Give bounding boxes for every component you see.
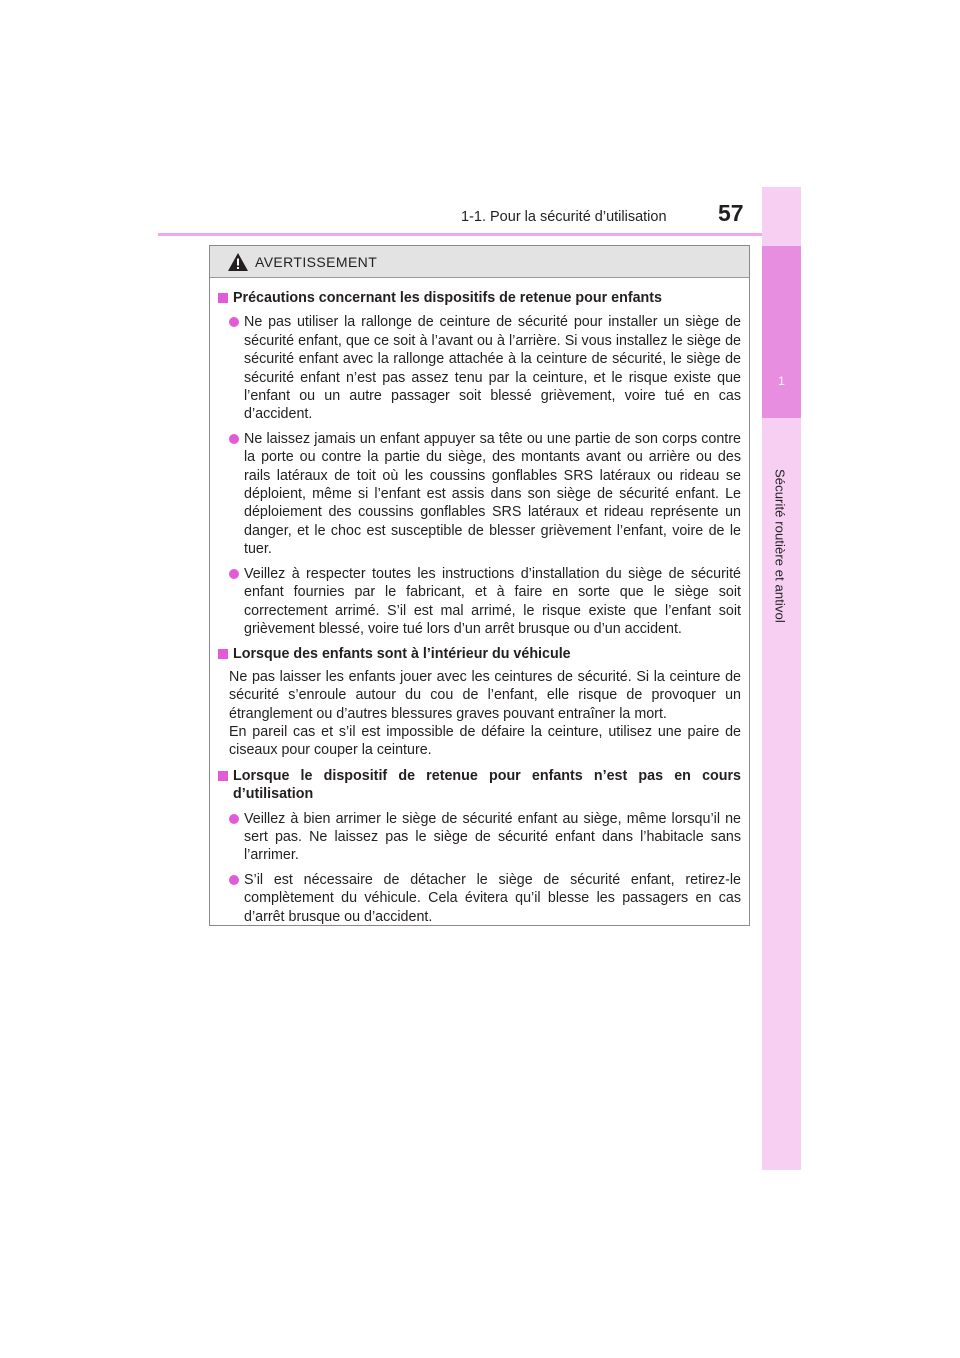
square-bullet-icon	[218, 771, 228, 781]
warning-box	[209, 245, 750, 926]
square-bullet-icon	[218, 649, 228, 659]
list-item: Ne laissez jamais un enfant appuyer sa tête ou une partie de son corps contre la porte ou contre la partie du siège, des montants avant ou arrière ou des rails latéraux de toit où les coussins gonflables SRS latéraux ou rideau se déploient, même si l’enfant est assis dans son siège de sécurité enfant. Le déploiement des coussins gonflables SRS latéraux et rideau représente un danger, et le choc est susceptible de blesser grièvement l’enfant, voire de le tuer.	[218, 430, 741, 559]
circle-bullet-icon	[229, 875, 239, 885]
section-heading: Précautions concernant les dispositifs de retenue pour enfants	[218, 289, 741, 307]
section-heading: Lorsque des enfants sont à l’intérieur du véhicule	[218, 645, 741, 663]
paragraph: En pareil cas et s’il est impossible de défaire la ceinture, utilisez une paire de ciseaux pour couper la ceinture.	[229, 723, 741, 759]
page-number: 57	[718, 200, 744, 226]
chapter-number: 1	[778, 374, 785, 388]
circle-bullet-icon	[229, 434, 239, 444]
circle-bullet-icon	[229, 569, 239, 579]
circle-bullet-icon	[229, 317, 239, 327]
chapter-tab-marker	[762, 246, 801, 418]
square-bullet-icon	[218, 293, 228, 303]
paragraph: Ne pas laisser les enfants jouer avec les ceintures de sécurité. Si la ceinture de sécurité s’enroule autour du cou de l’enfant, elle risque de provoquer un étranglement ou d’autres blessures graves pouvant entraîner la mort.	[229, 668, 741, 722]
chapter-title-vertical	[760, 469, 800, 679]
section-title: 1-1. Pour la sécurité d’utilisation	[461, 209, 667, 225]
header-divider	[158, 233, 800, 236]
warning-header	[210, 246, 749, 278]
chapter-title: Sécurité routière et antivol	[772, 469, 788, 623]
list-item: Ne pas utiliser la rallonge de ceinture de sécurité pour installer un siège de sécurité enfant, que ce soit à l’avant ou à l’arrière. Si vous installez le siège de sécurité enfant avec la rallonge attachée à la ceinture de sécurité, le siège de sécurité enfant n’est pas assez tenu par la ceinture, et le risque existe que l’enfant ou un autre passager soit blessé grièvement, voire tué en cas d’accident.	[218, 313, 741, 423]
list-item: S’il est nécessaire de détacher le siège de sécurité enfant, retirez-le complètement du véhicule. Cela évitera qu’il blesse les passagers en cas d’arrêt brusque ou d’accident.	[218, 871, 741, 926]
list-item: Veillez à respecter toutes les instructions d’installation du siège de sécurité enfant fournies par le fabricant, et à faire en sorte que le siège soit correctement arrimé. S’il est mal arrimé, le risque existe que l’enfant soit grièvement blessé, voire tué lors d’un arrêt brusque ou d’un accident.	[218, 565, 741, 639]
warning-title: AVERTISSEMENT	[255, 253, 378, 270]
list-item: Veillez à bien arrimer le siège de sécurité enfant au siège, même lorsqu’il ne sert pas. Ne laissez pas le siège de sécurité enfant dans l’habitacle sans l’arrimer.	[218, 810, 741, 865]
circle-bullet-icon	[229, 814, 239, 824]
warning-content	[210, 278, 749, 926]
section-heading: Lorsque le dispositif de retenue pour enfants n’est pas en cours d’utilisation	[218, 767, 741, 804]
warning-triangle-icon	[227, 252, 249, 272]
